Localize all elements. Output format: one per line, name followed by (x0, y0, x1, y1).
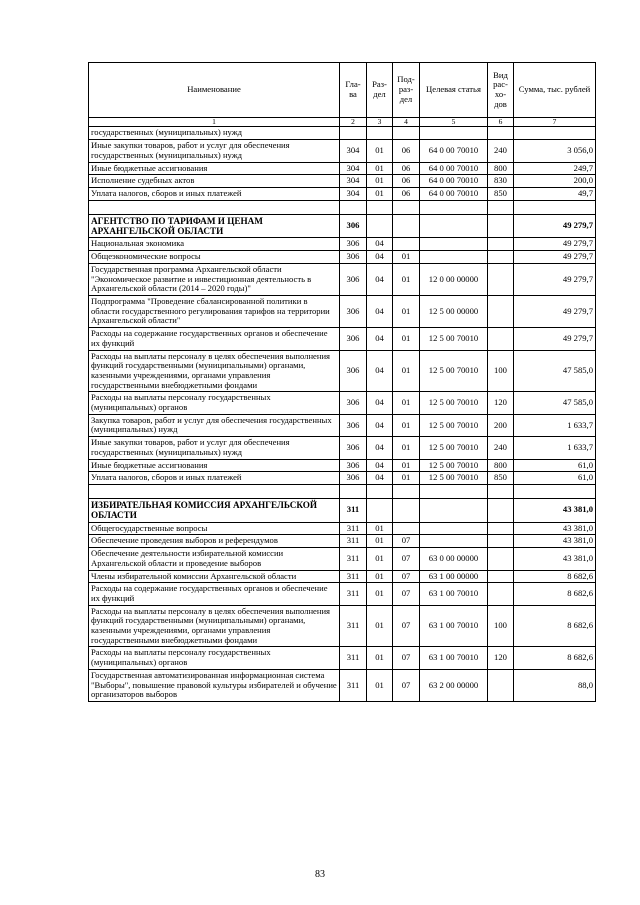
cell-section: 01 (367, 548, 393, 570)
cell-chapter: 306 (340, 437, 367, 459)
cell-expense-type: 850 (488, 472, 514, 485)
cell-sum: 200,0 (514, 175, 596, 188)
cell-sum: 43 381,0 (514, 498, 596, 522)
cell-name: Уплата налогов, сборов и иных платежей (89, 472, 340, 485)
empty-cell (367, 484, 393, 498)
cell-target-item: 64 0 00 70010 (420, 140, 488, 162)
cell-sum: 49 279,7 (514, 295, 596, 327)
empty-cell (89, 484, 340, 498)
cell-sum: 49 279,7 (514, 238, 596, 251)
cell-sum: 43 381,0 (514, 535, 596, 548)
cell-target-item: 63 1 00 70010 (420, 583, 488, 605)
cell-chapter: 306 (340, 459, 367, 472)
table-row (89, 535, 596, 548)
col-index: 2 (340, 118, 367, 127)
header-expense-type: Вид рас-хо-дов (488, 63, 514, 118)
cell-target-item: 64 0 00 70010 (420, 162, 488, 175)
cell-section: 01 (367, 570, 393, 583)
cell-section (367, 127, 393, 140)
cell-sum: 1 633,7 (514, 437, 596, 459)
cell-name: Иные бюджетные ассигнования (89, 459, 340, 472)
table-row (89, 295, 596, 327)
cell-subsection: 01 (393, 459, 420, 472)
cell-expense-type (488, 127, 514, 140)
table-row (89, 414, 596, 436)
cell-section: 04 (367, 263, 393, 295)
cell-subsection: 07 (393, 669, 420, 701)
cell-chapter: 304 (340, 175, 367, 188)
cell-subsection: 01 (393, 295, 420, 327)
cell-sum: 49 279,7 (514, 263, 596, 295)
cell-section: 04 (367, 238, 393, 251)
table-row (89, 238, 596, 251)
cell-section: 01 (367, 175, 393, 188)
cell-section: 01 (367, 583, 393, 605)
table-row (89, 647, 596, 669)
empty-cell (89, 200, 340, 214)
cell-subsection: 01 (393, 263, 420, 295)
table-row (89, 175, 596, 188)
cell-subsection: 07 (393, 647, 420, 669)
table-body (89, 127, 596, 702)
cell-target-item: 12 5 00 70010 (420, 392, 488, 414)
cell-section: 04 (367, 472, 393, 485)
cell-section: 04 (367, 437, 393, 459)
cell-expense-type: 800 (488, 459, 514, 472)
cell-expense-type: 800 (488, 162, 514, 175)
cell-subsection: 01 (393, 350, 420, 392)
cell-subsection: 06 (393, 175, 420, 188)
cell-sum: 49 279,7 (514, 214, 596, 238)
cell-subsection: 01 (393, 251, 420, 264)
col-index: 5 (420, 118, 488, 127)
cell-subsection (393, 522, 420, 535)
empty-cell (514, 484, 596, 498)
empty-cell (393, 484, 420, 498)
table-row (89, 187, 596, 200)
col-index: 3 (367, 118, 393, 127)
cell-sum (514, 127, 596, 140)
cell-target-item: 63 1 00 70010 (420, 647, 488, 669)
cell-sum: 43 381,0 (514, 522, 596, 535)
agency-row (89, 214, 596, 238)
cell-chapter: 311 (340, 548, 367, 570)
table-row (89, 350, 596, 392)
cell-subsection: 07 (393, 548, 420, 570)
cell-name: АГЕНТСТВО ПО ТАРИФАМ И ЦЕНАМ АРХАНГЕЛЬСКОЙ ОБЛАСТИ (89, 214, 340, 238)
cell-section: 01 (367, 605, 393, 647)
cell-target-item (420, 535, 488, 548)
table-row (89, 162, 596, 175)
cell-section: 04 (367, 392, 393, 414)
header-target-item: Целевая статья (420, 63, 488, 118)
cell-target-item: 12 5 00 70010 (420, 459, 488, 472)
cell-expense-type (488, 583, 514, 605)
cell-section (367, 214, 393, 238)
cell-chapter: 311 (340, 605, 367, 647)
cell-section: 01 (367, 187, 393, 200)
cell-section: 01 (367, 669, 393, 701)
cell-name: государственных (муниципальных) нужд (89, 127, 340, 140)
cell-subsection (393, 498, 420, 522)
cell-expense-type (488, 522, 514, 535)
empty-cell (488, 484, 514, 498)
table-row (89, 570, 596, 583)
cell-expense-type: 120 (488, 647, 514, 669)
cell-name: Закупка товаров, работ и услуг для обеспечения государственных (муниципальных) нужд (89, 414, 340, 436)
cell-target-item: 64 0 00 70010 (420, 175, 488, 188)
cell-subsection: 01 (393, 392, 420, 414)
cell-sum: 61,0 (514, 459, 596, 472)
cell-section: 04 (367, 295, 393, 327)
empty-cell (420, 484, 488, 498)
cell-expense-type (488, 214, 514, 238)
cell-expense-type (488, 548, 514, 570)
cell-target-item: 63 1 00 70010 (420, 605, 488, 647)
cell-chapter: 311 (340, 535, 367, 548)
col-index: 1 (89, 118, 340, 127)
cell-target-item: 12 5 00 00000 (420, 295, 488, 327)
cell-name: Обеспечение проведения выборов и референдумов (89, 535, 340, 548)
cell-sum: 49 279,7 (514, 251, 596, 264)
cell-name: Общеэкономические вопросы (89, 251, 340, 264)
cell-target-item (420, 214, 488, 238)
cell-chapter: 311 (340, 647, 367, 669)
cell-name: Расходы на выплаты персоналу в целях обеспечения выполнения функций государственными (муниципальными) органами, казенными учреждениями, органами управления государственными внебюджетными фондами (89, 350, 340, 392)
cell-sum: 49 279,7 (514, 328, 596, 350)
cell-target-item (420, 127, 488, 140)
cell-name: Расходы на выплаты персоналу в целях обеспечения выполнения функций государственными (муниципальными) органами, казенными учреждениями, органами управления государственными внебюджетными фондами (89, 605, 340, 647)
cell-name: Расходы на выплаты персоналу государственных (муниципальных) органов (89, 392, 340, 414)
cell-name: Иные закупки товаров, работ и услуг для обеспечения государственных (муниципальных) нужд (89, 437, 340, 459)
cell-sum: 1 633,7 (514, 414, 596, 436)
table-row (89, 140, 596, 162)
budget-table (88, 62, 596, 702)
cell-chapter: 311 (340, 522, 367, 535)
cell-subsection: 07 (393, 535, 420, 548)
cell-target-item: 12 5 00 70010 (420, 414, 488, 436)
table-row (89, 583, 596, 605)
cell-expense-type: 120 (488, 392, 514, 414)
cell-expense-type (488, 328, 514, 350)
cell-chapter: 311 (340, 570, 367, 583)
cell-name: Уплата налогов, сборов и иных платежей (89, 187, 340, 200)
cell-expense-type (488, 295, 514, 327)
header-subsection: Под-раз-дел (393, 63, 420, 118)
cell-subsection (393, 127, 420, 140)
cell-name: ИЗБИРАТЕЛЬНАЯ КОМИССИЯ АРХАНГЕЛЬСКОЙ ОБЛАСТИ (89, 498, 340, 522)
cell-expense-type: 850 (488, 187, 514, 200)
table-row (89, 522, 596, 535)
cell-section: 04 (367, 328, 393, 350)
table-row (89, 251, 596, 264)
agency-row (89, 498, 596, 522)
cell-name: Общегосударственные вопросы (89, 522, 340, 535)
cell-subsection: 01 (393, 328, 420, 350)
col-index: 7 (514, 118, 596, 127)
cell-section: 01 (367, 647, 393, 669)
cell-chapter: 306 (340, 392, 367, 414)
table-row (89, 605, 596, 647)
cell-name: Подпрограмма "Проведение сбалансированной политики в области государственного регулирования тарифов на территории Архангельской области" (89, 295, 340, 327)
cell-section: 04 (367, 414, 393, 436)
cell-name: Расходы на содержание государственных органов и обеспечение их функций (89, 583, 340, 605)
cell-expense-type: 100 (488, 350, 514, 392)
cell-expense-type (488, 535, 514, 548)
table-row (89, 459, 596, 472)
empty-cell (488, 200, 514, 214)
cell-target-item (420, 522, 488, 535)
table-row (89, 392, 596, 414)
cell-chapter: 304 (340, 187, 367, 200)
cell-chapter: 306 (340, 350, 367, 392)
cell-chapter: 311 (340, 669, 367, 701)
cell-name: Обеспечение деятельности избирательной комиссии Архангельской области и проведение выборов (89, 548, 340, 570)
cell-chapter: 306 (340, 263, 367, 295)
cell-chapter: 311 (340, 498, 367, 522)
cell-expense-type: 240 (488, 140, 514, 162)
cell-sum: 47 585,0 (514, 350, 596, 392)
column-index-row (89, 118, 596, 127)
cell-section (367, 498, 393, 522)
cell-subsection: 01 (393, 437, 420, 459)
table-row (89, 472, 596, 485)
cell-target-item: 12 5 00 70010 (420, 350, 488, 392)
table-row (89, 328, 596, 350)
cell-section: 01 (367, 140, 393, 162)
cell-chapter (340, 127, 367, 140)
cell-subsection: 01 (393, 414, 420, 436)
empty-cell (340, 484, 367, 498)
table-row (89, 669, 596, 701)
cell-subsection: 06 (393, 187, 420, 200)
cell-expense-type: 100 (488, 605, 514, 647)
cell-sum: 8 682,6 (514, 583, 596, 605)
cell-chapter: 306 (340, 214, 367, 238)
cell-target-item (420, 498, 488, 522)
empty-cell (340, 200, 367, 214)
blank-row (89, 200, 596, 214)
col-index: 4 (393, 118, 420, 127)
cell-name: Иные бюджетные ассигнования (89, 162, 340, 175)
cell-subsection (393, 214, 420, 238)
cell-chapter: 304 (340, 162, 367, 175)
cell-expense-type (488, 498, 514, 522)
empty-cell (514, 200, 596, 214)
table-row (89, 548, 596, 570)
cell-section: 01 (367, 522, 393, 535)
cell-name: Исполнение судебных актов (89, 175, 340, 188)
cell-sum: 43 381,0 (514, 548, 596, 570)
empty-cell (420, 200, 488, 214)
cell-target-item: 12 5 00 70010 (420, 472, 488, 485)
cell-expense-type: 200 (488, 414, 514, 436)
cell-expense-type: 830 (488, 175, 514, 188)
cell-expense-type (488, 251, 514, 264)
cell-target-item: 12 5 00 70010 (420, 437, 488, 459)
cell-name: Расходы на содержание государственных органов и обеспечение их функций (89, 328, 340, 350)
header-row (89, 63, 596, 118)
cell-target-item: 63 1 00 00000 (420, 570, 488, 583)
cell-target-item: 12 5 00 70010 (420, 328, 488, 350)
cell-target-item: 64 0 00 70010 (420, 187, 488, 200)
cell-chapter: 306 (340, 328, 367, 350)
table-row (89, 127, 596, 140)
cell-target-item: 12 0 00 00000 (420, 263, 488, 295)
cell-name: Иные закупки товаров, работ и услуг для обеспечения государственных (муниципальных) нужд (89, 140, 340, 162)
cell-section: 01 (367, 162, 393, 175)
cell-sum: 88,0 (514, 669, 596, 701)
cell-target-item (420, 251, 488, 264)
header-section: Раз-дел (367, 63, 393, 118)
cell-sum: 61,0 (514, 472, 596, 485)
cell-sum: 49,7 (514, 187, 596, 200)
cell-sum: 47 585,0 (514, 392, 596, 414)
cell-chapter: 304 (340, 140, 367, 162)
cell-subsection: 06 (393, 140, 420, 162)
cell-subsection: 07 (393, 570, 420, 583)
table-row (89, 437, 596, 459)
empty-cell (367, 200, 393, 214)
cell-target-item: 63 2 00 00000 (420, 669, 488, 701)
cell-name: Государственная программа Архангельской области "Экономическое развитие и инвестиционная деятельность в Архангельской области (2014 – 2020 годы)" (89, 263, 340, 295)
cell-sum: 8 682,6 (514, 570, 596, 583)
cell-section: 04 (367, 350, 393, 392)
cell-expense-type (488, 570, 514, 583)
cell-expense-type (488, 263, 514, 295)
cell-sum: 8 682,6 (514, 605, 596, 647)
page-number: 83 (315, 869, 325, 880)
cell-chapter: 311 (340, 583, 367, 605)
cell-subsection: 07 (393, 583, 420, 605)
cell-name: Расходы на выплаты персоналу государственных (муниципальных) органов (89, 647, 340, 669)
cell-name: Члены избирательной комиссии Архангельской области (89, 570, 340, 583)
cell-name: Государственная автоматизированная информационная система "Выборы", повышение правовой культуры избирателей и обучение организаторов выборов (89, 669, 340, 701)
cell-chapter: 306 (340, 472, 367, 485)
cell-chapter: 306 (340, 251, 367, 264)
cell-sum: 8 682,6 (514, 647, 596, 669)
cell-target-item (420, 238, 488, 251)
cell-subsection: 07 (393, 605, 420, 647)
cell-target-item: 63 0 00 00000 (420, 548, 488, 570)
col-index: 6 (488, 118, 514, 127)
empty-cell (393, 200, 420, 214)
cell-section: 01 (367, 535, 393, 548)
cell-chapter: 306 (340, 414, 367, 436)
cell-expense-type (488, 669, 514, 701)
cell-subsection: 01 (393, 472, 420, 485)
header-sum: Сумма, тыс. рублей (514, 63, 596, 118)
cell-sum: 3 056,0 (514, 140, 596, 162)
cell-chapter: 306 (340, 295, 367, 327)
cell-sum: 249,7 (514, 162, 596, 175)
cell-chapter: 306 (340, 238, 367, 251)
header-chapter: Гла-ва (340, 63, 367, 118)
cell-name: Национальная экономика (89, 238, 340, 251)
cell-section: 04 (367, 459, 393, 472)
cell-section: 04 (367, 251, 393, 264)
cell-expense-type: 240 (488, 437, 514, 459)
header-name: Наименование (89, 63, 340, 118)
blank-row (89, 484, 596, 498)
cell-subsection (393, 238, 420, 251)
cell-expense-type (488, 238, 514, 251)
table-row (89, 263, 596, 295)
cell-subsection: 06 (393, 162, 420, 175)
